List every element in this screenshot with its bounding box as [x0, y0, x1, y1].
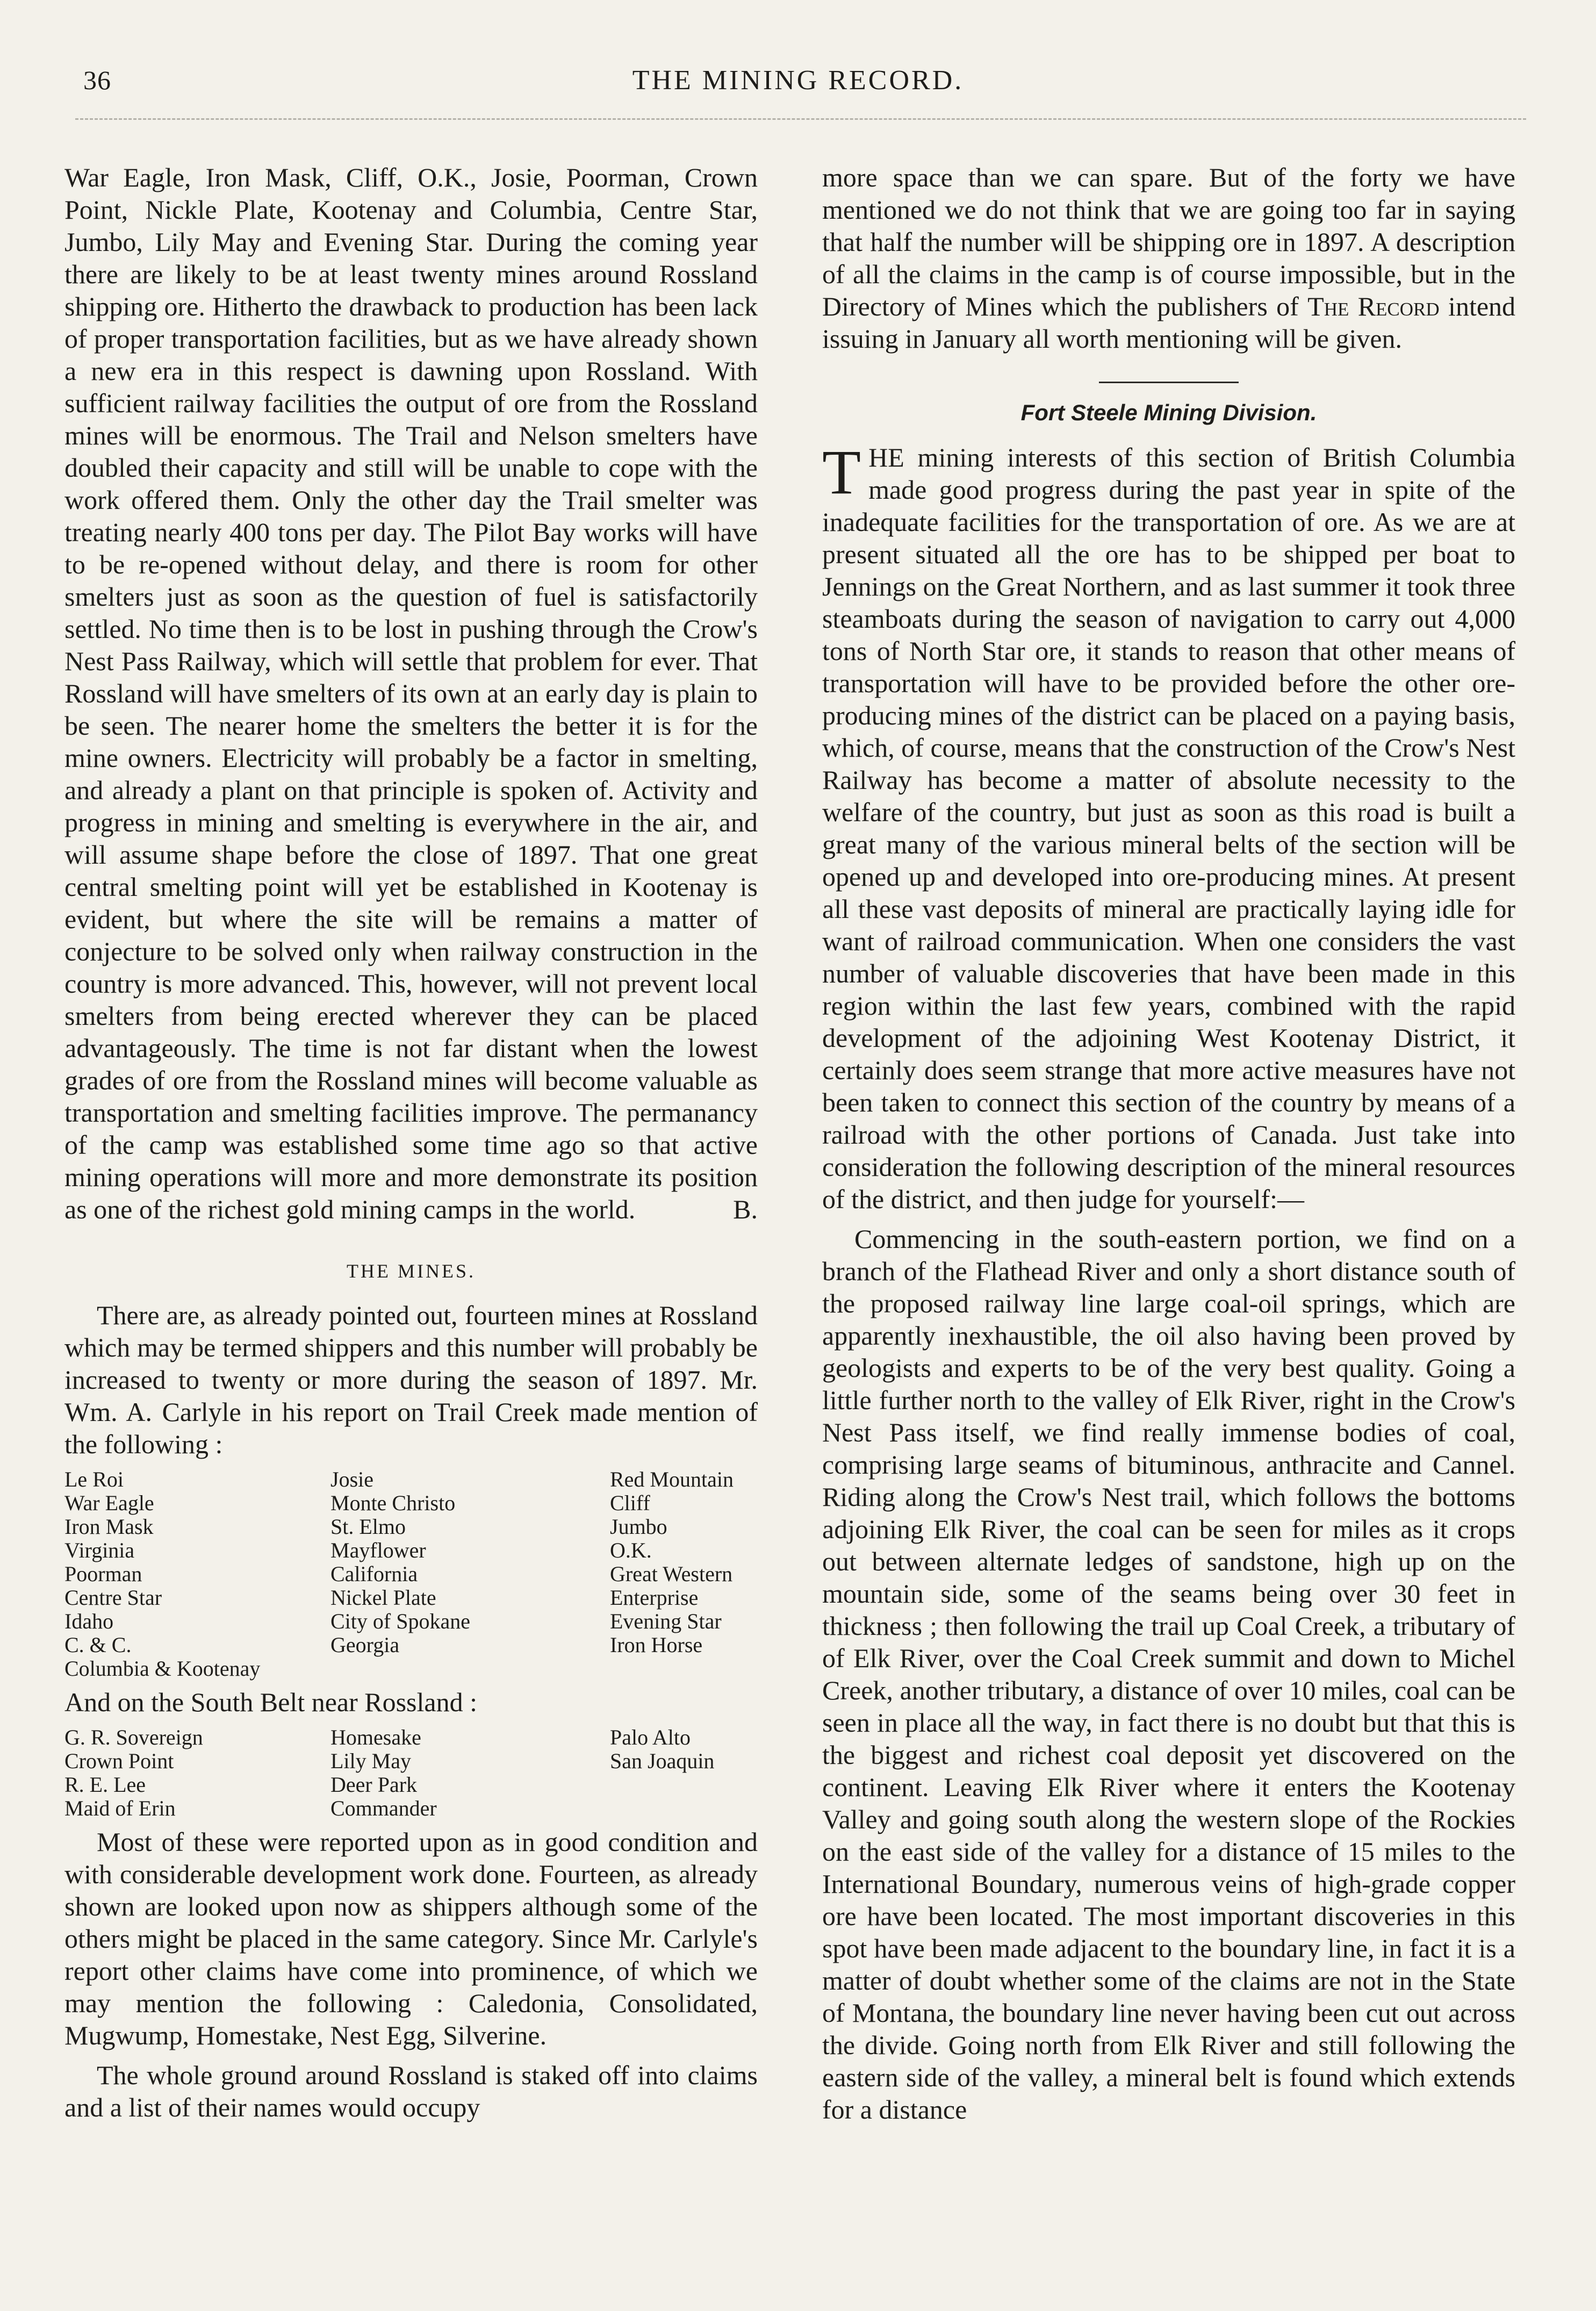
mine-name: Georgia	[330, 1633, 400, 1657]
mine-name: Iron Horse	[610, 1633, 703, 1657]
mine-name: Red Mountain	[610, 1468, 734, 1492]
mine-name: Evening Star	[610, 1610, 722, 1634]
mine-name: Virginia	[64, 1539, 135, 1563]
mine-name: City of Spokane	[330, 1610, 470, 1634]
left-column	[64, 161, 758, 2131]
division-text: HE mining interests of this section of British Columbia made good progress during the past year in spite of the inadequate facilities for the transportation of ore. As we are at present situated all the ore has to be shipped per boat to Jennings on the Great Northern, and as last summer it took three steamboats during the season of navigation to carry out 4,000 tons of North Star ore, it stands to reason that other means of transportation will have to be provided before the other ore-producing mines of the district can be placed on a paying basis, which, of course, means that the construction of the Crow's Nest Railway has become a matter of absolute necessity to the welfare of the country, but just as soon as this road is built a great many of the various mineral belts of the section will be opened up and developed into ore-producing mines. At present all these vast deposits of mineral are practically laying idle for want of railroad communication. When one considers the vast number of valuable discoveries that have been made in this region within the last few years, combined with the rapid development of the adjoining West Kootenay District, it certainly does seem strange that more active measures have not been taken to connect this section of the country by means of a railroad with the other portions of Canada. Just take into consideration the following description of the mineral resources of the district, and then judge for yourself:—	[822, 442, 1515, 1215]
mine-name: Idaho	[64, 1610, 114, 1634]
continuation-text: intend issuing in January all worth mentioning will be given.	[822, 291, 1516, 354]
header-rule	[75, 118, 1526, 120]
mine-name: Homesake	[330, 1726, 421, 1750]
mines-list	[64, 1468, 758, 1681]
mines-paragraph: There are, as already pointed out, fourteen mines at Rossland which may be termed shippers and this number will probably be increased to twenty or more during the season of 1897. Mr. Wm. A. Carlyle in his report on Trail Creek made mention of the following :	[64, 1300, 758, 1460]
closing-paragraph: The whole ground around Rossland is staked off into claims and a list of their names would occupy	[64, 2060, 758, 2123]
closing-paragraph: Most of these were reported upon as in good condition and with considerable development work done. Fourteen, as already shown are looked upon now as shippers although some of the others might be placed in the same category. Since Mr. Carlyle's report other claims have come into prominence, of which we may mention the following : Caledonia, Consolidated, Mugwump, Homestake, Nest Egg, Silverine.	[64, 1827, 758, 2051]
running-head: THE MINING RECORD.	[632, 65, 964, 96]
mine-name: Monte Christo	[330, 1491, 456, 1516]
empty-cell	[610, 1773, 758, 1797]
division-paragraph: Commencing in the south-eastern portion, we find on a branch of the Flathead River and only a short distance south of the proposed railway line large coal-oil springs, which are apparently inexhaustible, the oil also having been proved by geologists and experts to be of the very best quality. Going a little further north to the valley of Elk River, right in the Crow's Nest Pass itself, we find really immense bodies of coal, comprising large seams of bituminous, anthracite and Cannel. Riding along the Crow's Nest trail, which follows the bottoms adjoining Elk River, the coal can be seen for miles as it crops out between alternate ledges of sandstone, high up on the mountain side, some of the seams being over 30 feet in thickness ; then following the trail up Coal Creek, a tributary of of Elk River, over the Coal Creek summit and down to Michel Creek, another tributary, a distance of over 10 miles, coal can be seen in place all the way, in fact there is no doubt but that this is the biggest and richest coal deposit yet discovered on the continent. Leaving Elk River where it enters the Kootenay Valley and going south along the western slope of the Rockies on the east side of the valley for a distance of 15 miles to the International Boundary, numerous veins of high-grade copper ore have been located. The most important discoveries in this spot have been made adjacent to the boundary line, in fact it is a matter of doubt whether some of the claims are not in the State of Montana, the boundary line never having been cut out across the divide. Going north from Elk River and still following the eastern side of the valley, a mineral belt is found which extends for a distance	[822, 1224, 1515, 2125]
mine-name: Maid of Erin	[64, 1797, 176, 1821]
mine-name: Commander	[330, 1797, 437, 1821]
mine-name: Crown Point	[64, 1749, 174, 1774]
mine-name: O.K.	[610, 1539, 652, 1563]
mine-name: Columbia & Kootenay	[64, 1657, 261, 1681]
mine-name: Jumbo	[610, 1515, 667, 1539]
mine-name: Poorman	[64, 1562, 142, 1587]
mine-name: G. R. Sovereign	[64, 1726, 203, 1750]
mine-name: Enterprise	[610, 1586, 699, 1610]
mine-name: Palo Alto	[610, 1726, 691, 1750]
continuation-text: more space than we can spare. But of the forty we have mentioned we do not think that we are going too far in saying that half the number will be shipping ore in 1897. A description of all the claims in the camp is of course impossible, but in the Directory of Mines which the publishers of	[822, 162, 1515, 321]
mine-name: St. Elmo	[330, 1515, 406, 1539]
south-belt-intro: And on the South Belt near Rossland :	[64, 1687, 477, 1718]
drop-cap: T	[822, 437, 861, 508]
mine-name: War Eagle	[64, 1491, 154, 1516]
mine-name: Le Roi	[64, 1468, 124, 1492]
mine-name: San Joaquin	[610, 1749, 715, 1774]
continuation-paragraph	[822, 161, 1515, 355]
intro-paragraph	[64, 161, 758, 1225]
mine-name: Lily May	[330, 1749, 411, 1774]
page-header	[0, 0, 1596, 107]
right-column	[822, 161, 1515, 2133]
section-divider	[1099, 382, 1239, 383]
division-title: Fort Steele Mining Division.	[1020, 400, 1317, 425]
mine-name: Josie	[330, 1468, 373, 1492]
page-number: 36	[83, 65, 111, 95]
author-signature: B.	[733, 1194, 758, 1224]
publication-name: The Record	[1307, 291, 1440, 321]
mine-name: Deer Park	[330, 1773, 418, 1797]
division-paragraph	[822, 437, 1515, 1215]
mine-name: Mayflower	[330, 1539, 426, 1563]
south-belt-list	[64, 1726, 758, 1820]
empty-cell	[610, 1797, 758, 1820]
intro-text: War Eagle, Iron Mask, Cliff, O.K., Josie, Poorman, Crown Point, Nickle Plate, Kootenay and Columbia, Centre Star, Jumbo, Lily May and Evening Star. During the coming year there are likely to be at least twenty mines around Rossland shipping ore. Hitherto the drawback to production has been lack of proper transportation facilities, but as we have already shown a new era in this respect is dawning upon Rossland. With sufficient railway facilities the output of ore from the Rossland mines will be enormous. The Trail and Nelson smelters have doubled their capacity and still will be unable to cope with the work offered them. Only the other day the Trail smelter was treating nearly 400 tons per day. The Pilot Bay works will have to be re-opened without delay, and there is room for other smelters just as soon as the question of fuel is satisfactorily settled. No time then is to be lost in pushing through the Crow's Nest Pass Railway, which will settle that problem for ever. That Rossland will have smelters of its own at an early day is plain to be seen. The nearer home the smelters the better it is for the mine owners. Electricity will probably be a factor in smelting, and already a plant on that principle is spoken of. Activity and progress in mining and smelting is everywhere in the air, and will assume shape before the close of 1897. That one great central smelting point will yet be established in Kootenay is evident, but where the site will be remains a matter of conjecture to be solved only when railway construction in the country is more advanced. This, however, will not prevent local smelters from being erected wherever they can be placed advantageously. The time is not far distant when the lowest grades of ore from the Rossland mines will become valuable as transportation and smelting facilities improve. The permanancy of the camp was established some time ago so that active mining operations will more and more demonstrate its position as one of the richest gold mining camps in the world.	[64, 162, 758, 1224]
mine-name: Cliff	[610, 1491, 650, 1516]
mine-name: Great Western	[610, 1562, 733, 1587]
mine-name: Iron Mask	[64, 1515, 154, 1539]
mine-name: R. E. Lee	[64, 1773, 146, 1797]
mine-name: California	[330, 1562, 418, 1587]
mines-heading: THE MINES.	[347, 1260, 476, 1282]
mine-name: Nickel Plate	[330, 1586, 436, 1610]
mine-name: Centre Star	[64, 1586, 162, 1610]
mine-name: C. & C.	[64, 1633, 132, 1657]
